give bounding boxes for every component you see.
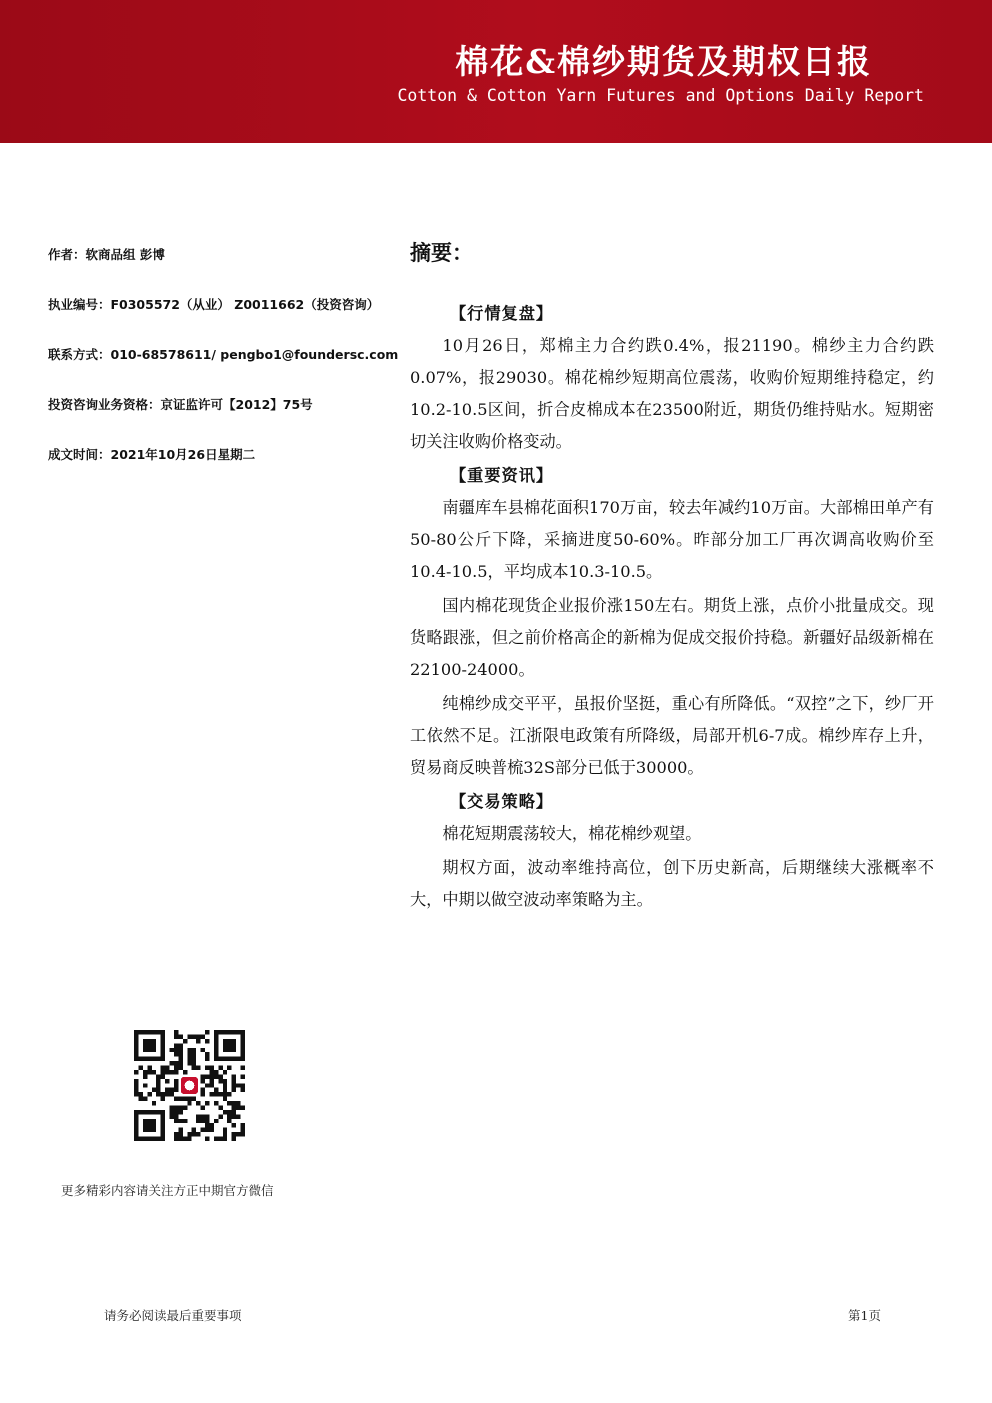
strategy-paragraph-1: 棉花短期震荡较大，棉花棉纱观望。 <box>442 824 702 843</box>
section-heading-important-news: 【重要资讯】 <box>450 466 554 485</box>
news-paragraph-3: 纯棉纱成交平平，虽报价坚挺，重心有所降低。“双控”之下，纱厂开工依然不足。江浙限电政策有所降级，局部开机6-7成。棉纱库存上升，贸易商反映普梳32S部分已低于30000。 <box>410 694 934 777</box>
date-line: 成文时间：2021年10月26日星期二 <box>48 447 256 462</box>
strategy-paragraph-2: 期权方面，波动率维持高位，创下历史新高，后期继续大涨概率不大，中期以做空波动率策略为主。 <box>410 858 934 909</box>
page-number: 第1页 <box>848 1308 881 1323</box>
report-title: 棉花&棉纱期货及期权日报 <box>455 42 872 81</box>
news-paragraph-2: 国内棉花现货企业报价涨150左右。期货上涨，点价小批量成交。现货略跟涨，但之前价格高企的新棉为促成交报价持稳。新疆好品级新棉在22100-24000。 <box>410 596 934 679</box>
qr-code-icon <box>134 1030 245 1141</box>
market-review-paragraph: 10月26日，郑棉主力合约跌0.4%，报21190。棉纱主力合约跌0.07%，报29030。棉花棉纱短期高位震荡，收购价短期维持稳定，约10.2-10.5区间，折合皮棉成本在23500附近，期货仍维持贴水。短期密切关注收购价格变动。 <box>410 336 934 451</box>
report-header-banner <box>0 0 992 143</box>
summary-title: 摘要： <box>410 241 473 265</box>
author-info-panel <box>48 244 398 494</box>
qualification-line: 投资咨询业务资格：京证监许可【2012】75号 <box>48 397 313 412</box>
footer-notice: 请务必阅读最后重要事项 <box>104 1308 242 1323</box>
qr-caption: 更多精彩内容请关注方正中期官方微信 <box>61 1183 274 1198</box>
license-number-line: 执业编号：F0305572（从业） Z0011662（投资咨询） <box>48 297 380 312</box>
report-subtitle: Cotton & Cotton Yarn Futures and Options Daily Report <box>397 86 924 105</box>
news-paragraph-1: 南疆库车县棉花面积170万亩，较去年减约10万亩。大部棉田单产有50-80公斤下降，采摘进度50-60%。昨部分加工厂再次调高收购价至10.4-10.5，平均成本10.3-10.5。 <box>410 498 934 581</box>
section-heading-market-review: 【行情复盘】 <box>450 304 554 323</box>
contact-line: 联系方式：010-68578611/ pengbo1@foundersc.com <box>48 347 399 362</box>
author-line: 作者：软商品组 彭博 <box>48 247 165 262</box>
section-heading-trading-strategy: 【交易策略】 <box>450 792 554 811</box>
summary-section <box>410 236 934 918</box>
